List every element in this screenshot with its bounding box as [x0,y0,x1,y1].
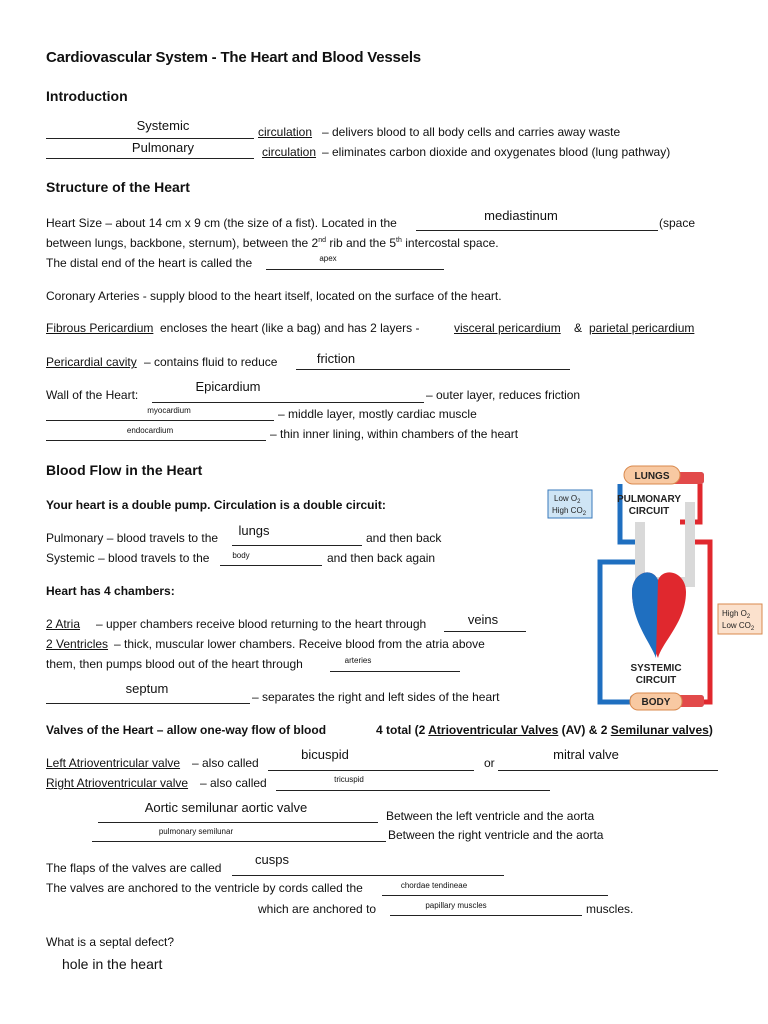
answer-arteries: arteries [344,656,372,665]
cords-text: The valves are anchored to the ventricle by cords called the [46,881,363,895]
answer-line [276,790,550,791]
chambers-heading: Heart has 4 chambers: [46,584,175,598]
also-called-text: – also called [192,756,259,770]
heart-right-side [632,572,658,658]
flaps-text: The flaps of the valves are called [46,861,222,875]
introduction-heading: Introduction [46,88,128,104]
answer-papillary: papillary muscles [425,901,487,910]
answer-line [416,230,658,231]
atria-text: – upper chambers receive blood returning to the heart through [96,617,427,631]
systemic-return-vessel [600,562,630,702]
fibrous-text: encloses the heart (like a bag) and has 2 layers - [160,321,420,335]
page-title: Cardiovascular System - The Heart and Blood Vessels [46,49,421,66]
answer-line [390,915,582,916]
body-label: BODY [641,697,671,708]
ventricles-text: – thick, muscular lower chambers. Receive blood from the atria above [114,637,485,651]
answer-line [46,138,254,139]
answer-line [92,841,386,842]
answer-mitral: mitral valve [553,747,619,762]
myocardium-text: – middle layer, mostly cardiac muscle [278,407,477,421]
answer-mediastinum: mediastinum [484,208,558,223]
answer-line [46,440,266,441]
answer-septal-defect: hole in the heart [62,956,163,972]
high-o2-label: High $O_2$ [722,609,751,620]
answer-line [220,565,322,566]
wall-label: Wall of the Heart: [46,388,139,402]
answer-tricuspid: tricuspid [334,775,364,784]
low-co2-label: Low $CO_2$ [722,621,755,632]
atria-label: 2 Atria [46,617,81,631]
circulation-label: circulation [262,145,317,159]
answer-endocardium: endocardium [126,426,174,435]
valves-heading: Valves of the Heart – allow one-way flow of blood [46,723,327,737]
fibrous-pericardium-label: Fibrous Pericardium [46,321,154,335]
answer-aortic-semilunar: Aortic semilunar aortic valve [144,800,308,815]
valves-total: 4 total (2 Atrioventricular Valves (AV) & 2 Semilunar valves) [376,723,713,737]
answer-systemic: Systemic [136,118,190,133]
answer-friction: friction [316,351,356,366]
answer-veins: veins [467,612,499,627]
answer-line [152,402,424,403]
answer-line [382,895,608,896]
answer-line [266,269,444,270]
answer-lungs: lungs [238,523,270,538]
double-pump-text: Your heart is a double pump. Circulation is a double circuit: [46,498,386,512]
answer-line [330,671,460,672]
lungs-label: LUNGS [634,471,670,482]
muscles-text: muscles. [586,902,634,916]
answer-body: body [232,551,250,560]
answer-apex: apex [319,254,337,263]
answer-line [46,703,250,704]
blood-flow-heading: Blood Flow in the Heart [46,462,203,478]
answer-epicardium: Epicardium [195,379,261,394]
answer-visceral: visceral pericardium [454,321,561,335]
answer-line [46,158,254,159]
systemic-circuit-label-1: SYSTEMIC [630,663,682,674]
or-text: or [484,756,495,770]
systemic-description: – delivers blood to all body cells and carries away waste [322,125,621,139]
distal-end-text: The distal end of the heart is called the [46,256,253,270]
pulmonary-description: – eliminates carbon dioxide and oxygenates blood (lung pathway) [322,145,671,159]
also-called-text-2: – also called [200,776,267,790]
answer-pulmonary: Pulmonary [131,140,195,155]
epicardium-text: – outer layer, reduces friction [426,388,581,402]
space-text: (space [659,216,696,230]
answer-parietal: parietal pericardium [589,321,695,335]
cavity-text: – contains fluid to reduce [144,355,278,369]
pulmonary-circuit-label-2: CIRCUIT [628,506,670,517]
answer-cusps: cusps [255,852,289,867]
systemic-circuit-label-2: CIRCUIT [635,675,677,686]
answer-line [232,545,362,546]
between-text: between lungs, backbone, sternum), between the 2nd rib and the 5th intercostal space. [46,236,499,250]
answer-line [498,770,718,771]
answer-line [296,369,570,370]
answer-myocardium: myocardium [147,406,191,415]
answer-septum: septum [125,681,169,696]
low-o2-label: Low $O_2$ [554,494,581,505]
answer-line [268,770,474,771]
pulmonary-end-text: and then back [366,531,442,545]
answer-line [444,631,526,632]
pulmonary-circuit-label-1: PULMONARY [616,494,682,505]
systemic-end-text: and then back again [327,551,436,565]
septal-question: What is a septal defect? [46,935,175,949]
pulmonary-travel-text: Pulmonary – blood travels to the [46,531,219,545]
left-av-label: Left Atrioventricular valve [46,756,181,770]
structure-heading: Structure of the Heart [46,179,190,195]
pulmonary-valve-text: Between the right ventricle and the aorta [388,828,604,842]
answer-chordae: chordae tendineae [400,881,468,890]
answer-line [46,420,274,421]
answer-line [98,822,378,823]
coronary-text: Coronary Arteries - supply blood to the heart itself, located on the surface of the heart. [46,289,502,303]
which-text: which are anchored to [258,902,377,916]
right-av-label: Right Atrioventricular valve [46,776,189,790]
answer-bicuspid: bicuspid [301,747,349,762]
high-co2-label: High $CO_2$ [552,506,587,517]
septum-text: – separates the right and left sides of the heart [252,690,500,704]
vena-cava-vessel [600,562,636,652]
circulation-label: circulation [258,125,313,139]
endocardium-text: – thin inner lining, within chambers of the heart [270,427,519,441]
ampersand: & [574,321,583,335]
answer-pulmonary-semilunar: pulmonary semilunar [158,827,234,836]
pumps-text: them, then pumps blood out of the heart through [46,657,303,671]
ventricles-label: 2 Ventricles [46,637,109,651]
heart-size-text: Heart Size – about 14 cm x 9 cm (the size of a fist). Located in the [46,216,397,230]
aortic-text: Between the left ventricle and the aorta [386,809,595,823]
systemic-travel-text: Systemic – blood travels to the [46,551,210,565]
circulation-diagram [540,462,766,712]
pericardial-cavity-label: Pericardial cavity [46,355,137,369]
answer-line [232,875,504,876]
